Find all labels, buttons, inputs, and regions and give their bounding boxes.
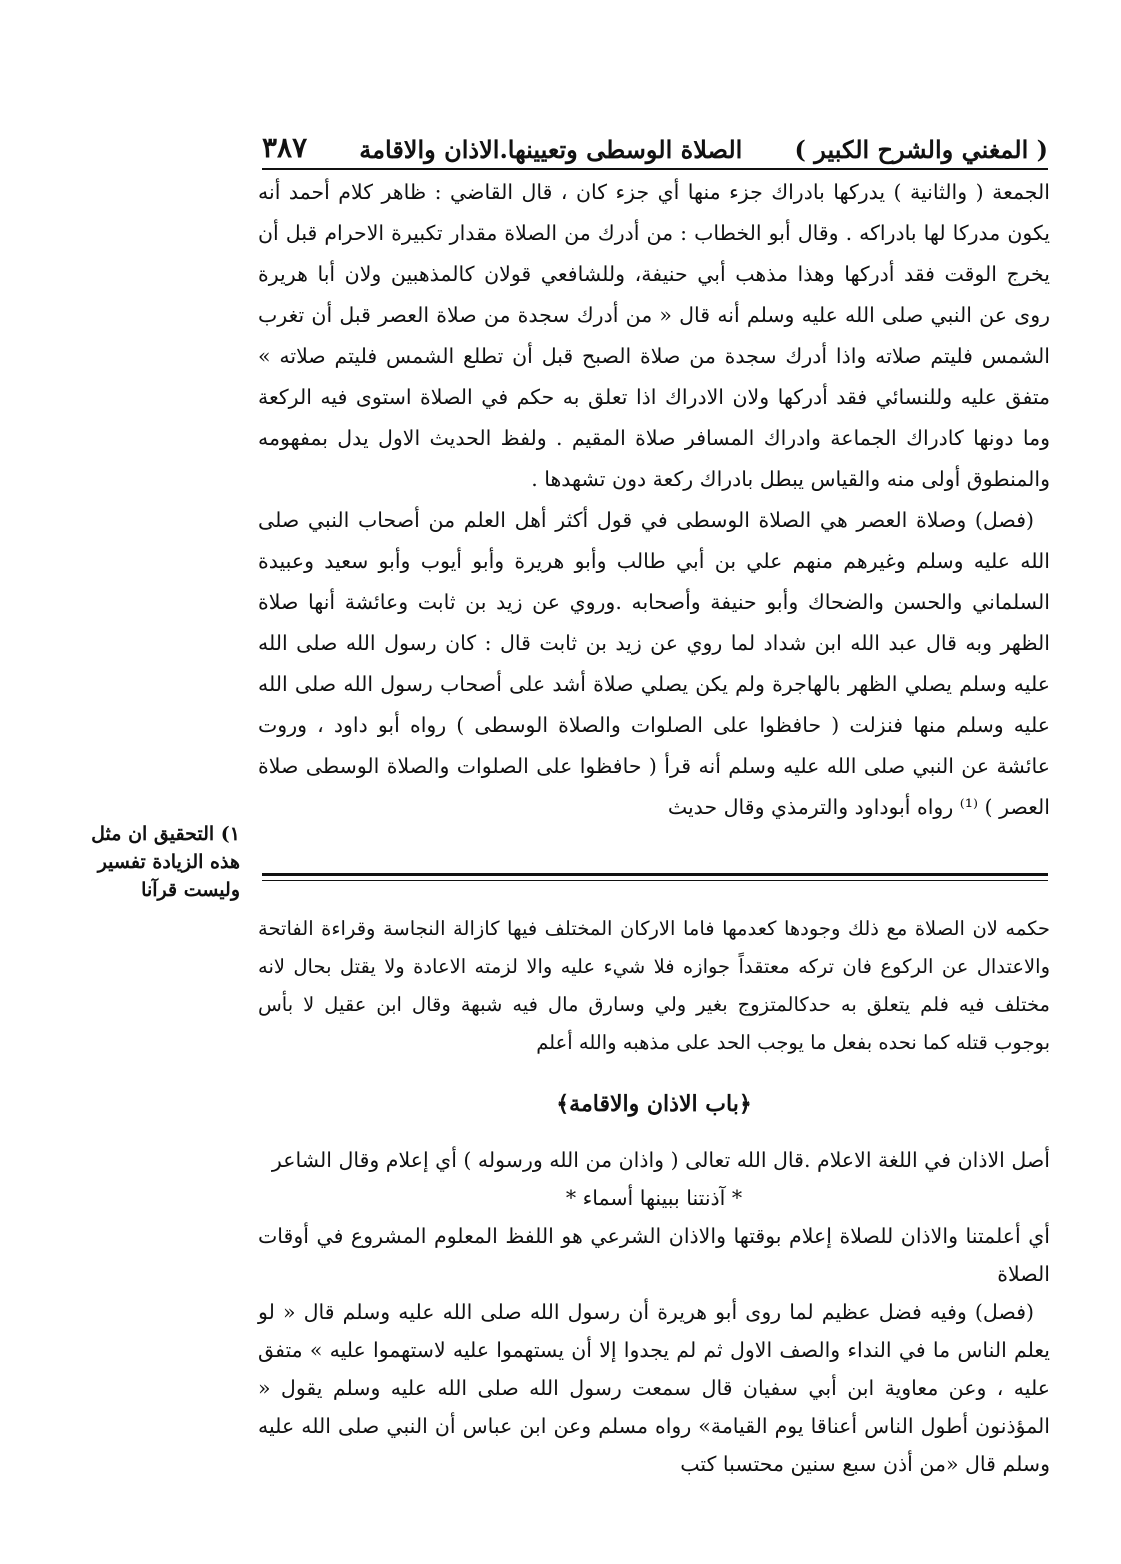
running-header xyxy=(262,120,1048,164)
paragraph: (فصل) وصلاة العصر هي الصلاة الوسطى في قول أكثر أهل العلم من أصحاب النبي صلى الله عليه وسلم وغيرهم منهم علي بن أبي طالب وأبو هريرة وأبو أيوب وأبو سعيد وعبيدة السلماني والحسن والضحاك وأبو حنيفة وأصحابه .وروي عن زيد بن ثابت وعائشة أنها صلاة الظهر وبه قال عبد الله ابن شداد لما روي عن زيد بن ثابت قال : كان رسول الله صلى الله عليه وسلم يصلي الظهر بالهاجرة ولم يكن يصلي صلاة أشد على أصحاب رسول الله صلى الله عليه وسلم منها فنزلت ( حافظوا على الصلوات والصلاة الوسطى ) رواه أبو داود ، وروت عائشة عن النبي صلى الله عليه وسلم أنه قرأ ( حافظوا على الصلوات والصلاة الوسطى صلاة العصر ) ⁽¹⁾ رواه أبوداود والترمذي وقال حديث xyxy=(258,508,1050,819)
chapter-heading: ﴿باب الاذان والاقامة﴾ xyxy=(556,1091,752,1117)
main-text xyxy=(258,172,1050,828)
margin-footnote: ١) التحقيق ان مثل هذه الزيادة تفسير وليست قرآنا xyxy=(91,823,240,901)
divider-rule xyxy=(262,880,1048,881)
lower-commentary xyxy=(258,890,1050,1081)
page-number: ٣٨٧ xyxy=(262,131,308,164)
header-rule xyxy=(262,168,1048,170)
divider-rule xyxy=(262,873,1048,876)
poetry-verse: * آذنتنا ببينها أسماء * xyxy=(565,1186,743,1210)
section-title: الصلاة الوسطى وتعيينها.الاذان والاقامة xyxy=(359,135,743,164)
paragraph: حكمه لان الصلاة مع ذلك وجودها كعدمها فاما الاركان المختلف فيها كازالة النجاسة وقراءة الفاتحة والاعتدال عن الركوع فان تركه معتقداً جوازه فلا شيء عليه والا لزمته الاعادة ولا يقتل بحال لانه مختلف فيه فلم يتعلق به حدكالمتزوج بغير ولي وسارق مال فيه شبهة وقال ابن عقيل لا بأس بوجوب قتله كما نحده بفعل ما يوجب الحد على مذهبه والله أعلم xyxy=(258,916,1050,1054)
paragraph: (فصل) وفيه فضل عظيم لما روى أبو هريرة أن رسول الله صلى الله عليه وسلم قال « لو يعلم الناس ما في النداء والصف الاول ثم لم يجدوا إلا أن يستهموا عليه لاستهموا عليه » متفق عليه ، وعن معاوية ابن أبي سفيان قال سمعت رسول الله صلى الله عليه وسلم يقول « المؤذنون أطول الناس أعناقا يوم القيامة» رواه مسلم وعن ابن عباس أن النبي صلى الله عليه وسلم قال «من أذن سبع سنين محتسبا كتب xyxy=(258,1300,1050,1476)
paragraph: الجمعة ( والثانية ) يدركها بادراك جزء منها أي جزء كان ، قال القاضي : ظاهر كلام أحمد أنه يكون مدركا لها بادراكه . وقال أبو الخطاب : من أدرك من الصلاة مقدار تكبيرة الاحرام قبل أن يخرج الوقت فقد أدركها وهذا مذهب أبي حنيفة، وللشافعي قولان كالمذهبين ولان أبا هريرة روى عن النبي صلى الله عليه وسلم أنه قال « من أدرك سجدة من صلاة العصر قبل أن تغرب الشمس فليتم صلاته واذا أدرك سجدة من صلاة الصبح قبل أن تطلع الشمس فليتم صلاته » متفق عليه وللنسائي فقد أدركها ولان الادراك اذا تعلق به حكم في الصلاة استوى فيه الركعة وما دونها كادراك الجماعة وادراك المسافر صلاة المقيم . ولفظ الحديث الاول يدل بمفهومه والمنطوق أولى منه والقياس يبطل بادراك ركعة دون تشهدها . xyxy=(258,180,1050,491)
paragraph: أصل الاذان في اللغة الاعلام .قال الله تعالى ( واذان من الله ورسوله ) أي إعلام وقال الشاعر xyxy=(271,1148,1050,1172)
chapter-section xyxy=(258,1085,1050,1483)
book-title: ( المغني والشرح الكبير ) xyxy=(794,135,1048,164)
paragraph: أي أعلمتنا والاذان للصلاة إعلام بوقتها والاذان الشرعي هو اللفظ المعلوم المشروع في أوقات الصلاة xyxy=(258,1224,1050,1286)
